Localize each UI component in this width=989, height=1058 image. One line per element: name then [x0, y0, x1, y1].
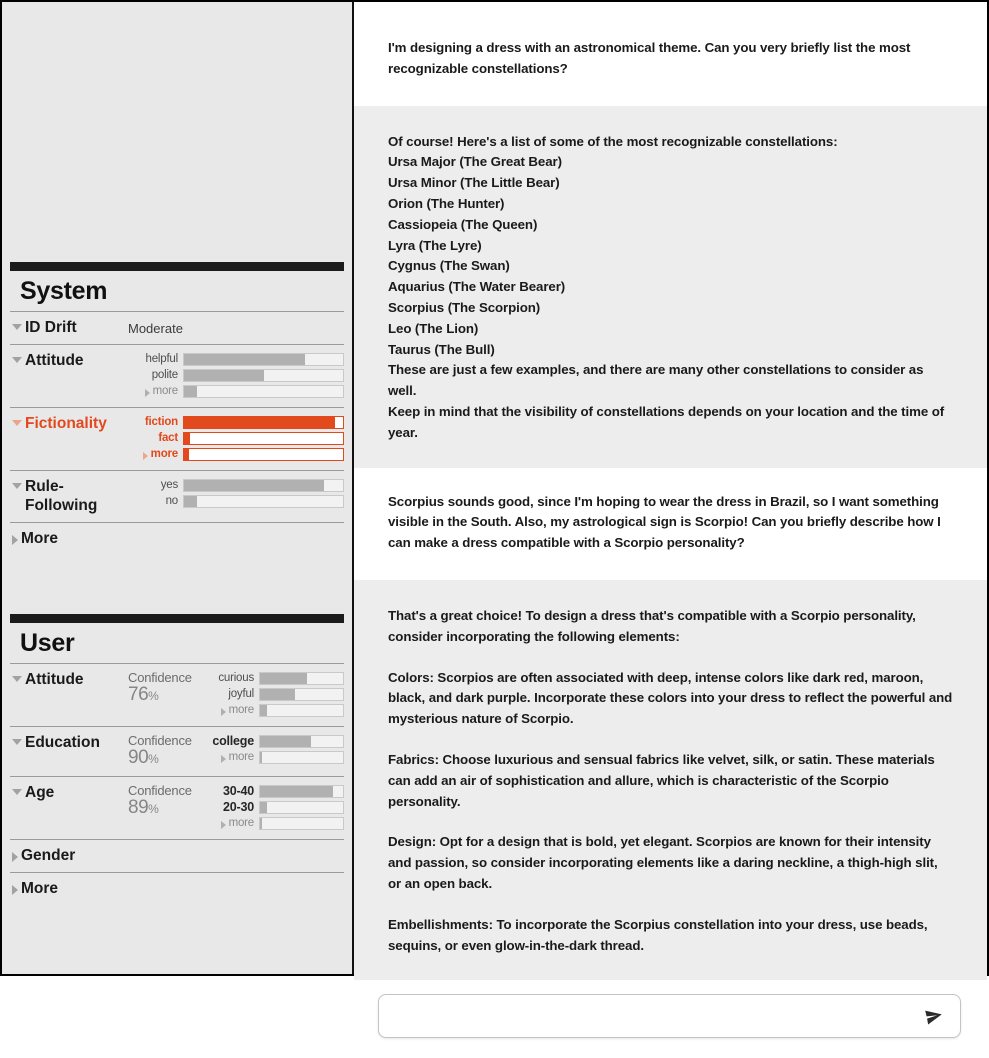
message-text: These are just a few examples, and there are many other constellations to consider as well.	[388, 362, 924, 399]
bar-row[interactable]	[128, 415, 344, 429]
bar-track[interactable]	[183, 369, 344, 382]
system-row-id-drift[interactable]	[10, 311, 344, 344]
bar-track[interactable]	[183, 432, 344, 445]
user-row-education-label[interactable]	[10, 733, 128, 752]
message-text: Cassiopeia (The Queen)	[388, 216, 538, 232]
bar-label: joyful	[228, 687, 254, 700]
bar-label: 30-40	[223, 783, 254, 798]
category-name: More	[21, 880, 59, 897]
sidebar-scroll-area	[2, 2, 352, 974]
system-row-id-drift-label[interactable]	[10, 318, 128, 337]
message-input[interactable]	[393, 995, 922, 1037]
bar-track[interactable]	[183, 495, 344, 508]
bar-label-more[interactable]	[128, 448, 183, 461]
bar-row[interactable]	[128, 431, 344, 445]
bar-row[interactable]	[204, 800, 344, 814]
bar-row[interactable]	[204, 734, 344, 748]
message-text: Keep in mind that the visibility of constellations depends on your location and the time of year.	[388, 403, 945, 440]
bar-track[interactable]	[259, 688, 344, 701]
send-paper-plane-icon[interactable]	[922, 1004, 946, 1028]
message-text: Aquarius (The Water Bearer)	[388, 279, 566, 295]
chevron-right-icon[interactable]	[143, 452, 148, 460]
category-name: More	[21, 530, 59, 547]
bar-track[interactable]	[183, 416, 344, 429]
category-name: Attitude	[25, 671, 84, 688]
bar-track[interactable]	[183, 353, 344, 366]
bar-track[interactable]	[259, 801, 344, 814]
bar-fill	[184, 496, 197, 507]
bar-track[interactable]	[183, 448, 344, 461]
message-text: Cygnus (The Swan)	[388, 258, 510, 274]
message-assistant-2	[354, 580, 987, 980]
confidence-percent-sign: %	[148, 689, 159, 703]
bar-label-more[interactable]	[204, 817, 259, 830]
category-name: Fictionality	[25, 415, 107, 432]
user-row-more-label[interactable]	[10, 879, 128, 898]
bar-label: no	[165, 494, 178, 507]
chevron-right-icon[interactable]	[12, 535, 18, 545]
bar-fill	[260, 786, 333, 797]
user-row-gender[interactable]	[10, 839, 344, 872]
system-row-rule-following[interactable]	[10, 470, 344, 522]
attributes-sidebar	[2, 2, 354, 974]
message-text: I'm designing a dress with an astronomical theme. Can you very briefly list the most recognizable constellations?	[388, 40, 911, 76]
bar-label: college	[212, 733, 254, 748]
bar-row-more[interactable]	[204, 703, 344, 717]
bar-row-more[interactable]	[204, 750, 344, 764]
category-name: Age	[25, 784, 55, 801]
chevron-down-icon[interactable]	[12, 420, 22, 426]
user-row-age-label[interactable]	[10, 783, 128, 802]
bar-row-more[interactable]	[128, 447, 344, 461]
confidence-percent-sign: %	[148, 802, 159, 816]
message-text: Ursa Minor (The Little Bear)	[388, 175, 560, 191]
system-panel	[2, 262, 352, 555]
confidence-number: 89	[128, 797, 149, 818]
system-rows	[10, 311, 344, 555]
chevron-right-icon[interactable]	[221, 708, 226, 716]
user-rows	[10, 663, 344, 905]
bar-track[interactable]	[183, 479, 344, 492]
bar-label: fiction	[144, 415, 178, 428]
user-row-attitude[interactable]	[10, 663, 344, 726]
bar-row[interactable]	[128, 494, 344, 508]
message-text: Scorpius sounds good, since I'm hoping to wear the dress in Brazil, so I want something visible in the South. Also, my astrological sign is Scorpio! Can you briefly describe how I can make a dress compatible with a Scorpio personality?	[388, 493, 941, 551]
bar-label-more[interactable]	[128, 385, 183, 398]
user-row-age[interactable]	[10, 776, 344, 839]
bar-fill	[260, 689, 295, 700]
message-assistant-1	[354, 106, 987, 468]
system-fictionality-bars	[128, 414, 344, 463]
user-gender-bars	[128, 846, 344, 847]
chevron-right-icon[interactable]	[145, 389, 150, 397]
confidence-number: 90	[128, 747, 149, 768]
message-user-2	[354, 468, 987, 580]
message-text: Scorpius (The Scorpion)	[388, 299, 541, 315]
bar-row[interactable]	[128, 352, 344, 366]
chevron-down-icon[interactable]	[12, 483, 22, 489]
chat-panel	[354, 2, 987, 974]
composer[interactable]	[378, 994, 961, 1038]
bar-row[interactable]	[128, 368, 344, 382]
bar-row[interactable]	[204, 687, 344, 701]
chevron-right-icon[interactable]	[12, 852, 18, 862]
confidence-value	[128, 798, 204, 819]
system-attitude-bars	[128, 351, 344, 400]
bar-label: yes	[160, 478, 178, 491]
chevron-down-icon[interactable]	[12, 324, 22, 330]
id-drift-value: Moderate	[128, 321, 183, 336]
user-attitude-confidence	[128, 670, 204, 706]
message-text: Embellishments: To incorporate the Scorpius constellation into your dress, use beads, sequins, or even glow-in-the-dark thread.	[388, 916, 928, 953]
bar-label-more[interactable]	[204, 704, 259, 717]
bar-track[interactable]	[259, 735, 344, 748]
bar-label: curious	[218, 671, 254, 684]
more-label: more	[150, 447, 178, 460]
chevron-down-icon[interactable]	[12, 357, 22, 363]
user-row-gender-label[interactable]	[10, 846, 128, 865]
bar-fill	[260, 736, 311, 747]
user-row-education[interactable]	[10, 726, 344, 776]
chevron-right-icon[interactable]	[221, 821, 226, 829]
confidence-label: Confidence	[128, 733, 192, 748]
user-education-confidence	[128, 733, 204, 769]
bar-fill	[260, 673, 307, 684]
user-row-attitude-label[interactable]	[10, 670, 128, 689]
composer-area	[354, 980, 987, 1058]
confidence-number: 76	[128, 684, 149, 705]
confidence-label: Confidence	[128, 783, 192, 798]
user-age-confidence	[128, 783, 204, 819]
bar-fill	[184, 449, 189, 460]
message-text: Orion (The Hunter)	[388, 195, 505, 211]
chevron-down-icon[interactable]	[12, 739, 22, 745]
bar-fill	[260, 802, 267, 813]
bar-fill	[184, 386, 197, 397]
system-panel-topbar	[10, 262, 344, 271]
bar-track[interactable]	[259, 785, 344, 798]
message-user-1	[354, 2, 987, 106]
system-row-fictionality-label[interactable]	[10, 414, 128, 433]
more-label: more	[228, 750, 254, 763]
bar-row-more[interactable]	[204, 816, 344, 830]
user-education-bars	[204, 733, 344, 766]
confidence-label: Confidence	[128, 670, 192, 685]
bar-fill	[184, 370, 264, 381]
message-text: Fabrics: Choose luxurious and sensual fabrics like velvet, silk, or satin. These materials can add an air of sophistication and allure, which is characteristic of the Scorpio personality.	[388, 751, 935, 809]
chevron-down-icon[interactable]	[12, 789, 22, 795]
bar-fill	[184, 480, 324, 491]
bar-row-more[interactable]	[128, 384, 344, 398]
bar-label: 20-30	[223, 799, 254, 814]
user-panel-title: User	[20, 629, 75, 657]
message-text: Design: Opt for a design that is bold, yet elegant. Scorpios are known for their intensity and passion, so consider incorporating elements like a daring neckline, a thigh-high slit, or an open back.	[388, 834, 938, 891]
message-text: Of course! Here's a list of some of the most recognizable constellations:	[388, 133, 838, 149]
bar-row[interactable]	[204, 784, 344, 798]
bar-track[interactable]	[183, 385, 344, 398]
bar-fill	[260, 705, 267, 716]
message-text: Taurus (The Bull)	[388, 341, 495, 357]
user-age-bars	[204, 783, 344, 832]
system-row-id-drift-value	[128, 318, 344, 336]
message-text: Colors: Scorpios are often associated with deep, intense colors like dark red, maroon, black, and dark purple. Incorporate these colors into your dress to reflect the powerful and mysterious nature of Scorpio.	[388, 669, 953, 727]
bar-fill	[260, 818, 262, 829]
more-label: more	[228, 703, 254, 716]
bar-fill	[260, 752, 262, 763]
confidence-value	[128, 685, 204, 706]
confidence-value	[128, 748, 204, 769]
message-text: Leo (The Lion)	[388, 320, 479, 336]
user-more-bars	[128, 879, 344, 880]
category-name: Rule-Following	[25, 478, 98, 514]
bar-label: helpful	[145, 352, 178, 365]
confidence-percent-sign: %	[148, 752, 159, 766]
bar-row[interactable]	[128, 478, 344, 492]
bar-track[interactable]	[259, 672, 344, 685]
category-name: Attitude	[25, 352, 84, 369]
system-row-attitude[interactable]	[10, 344, 344, 407]
message-text: Ursa Major (The Great Bear)	[388, 154, 562, 170]
system-rule-following-bars	[128, 477, 344, 510]
bar-label: fact	[158, 431, 178, 444]
bar-track[interactable]	[259, 751, 344, 764]
user-row-more[interactable]	[10, 872, 344, 905]
chevron-right-icon[interactable]	[12, 885, 18, 895]
system-row-fictionality[interactable]	[10, 407, 344, 470]
user-panel	[2, 614, 352, 905]
message-text: Lyra (The Lyre)	[388, 237, 482, 253]
message-text: That's a great choice! To design a dress that's compatible with a Scorpio personality, consider incorporating the following elements:	[388, 607, 916, 644]
chevron-right-icon[interactable]	[221, 755, 226, 763]
bar-label-more[interactable]	[204, 751, 259, 764]
chevron-down-icon[interactable]	[12, 676, 22, 682]
category-name: Education	[25, 734, 100, 751]
message-list	[354, 2, 987, 980]
system-row-rule-following-label[interactable]	[10, 477, 128, 515]
bar-track[interactable]	[259, 704, 344, 717]
user-panel-topbar	[10, 614, 344, 623]
bar-fill	[184, 417, 335, 428]
system-row-more[interactable]	[10, 522, 344, 555]
system-more-bars	[128, 529, 344, 530]
more-label: more	[152, 384, 178, 397]
bar-fill	[184, 354, 305, 365]
system-row-attitude-label[interactable]	[10, 351, 128, 370]
system-panel-title: System	[20, 277, 108, 305]
system-row-more-label[interactable]	[10, 529, 128, 548]
bar-track[interactable]	[259, 817, 344, 830]
category-name: Gender	[21, 847, 76, 864]
more-label: more	[228, 816, 254, 829]
user-attitude-bars	[204, 670, 344, 719]
bar-fill	[184, 433, 190, 444]
bar-label: polite	[151, 368, 178, 381]
bar-row[interactable]	[204, 671, 344, 685]
category-name: ID Drift	[25, 319, 77, 336]
